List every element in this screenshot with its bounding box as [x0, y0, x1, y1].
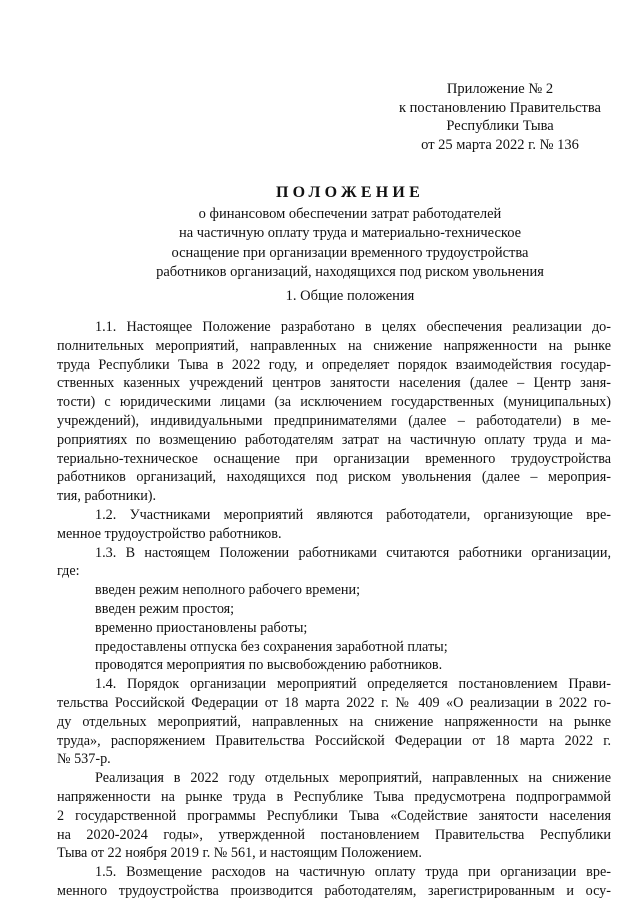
body-line: труда», распоряжением Правительства Российской Федерации от 18 марта 2022 г. — [57, 732, 611, 749]
body-line: тия, работники). — [57, 488, 157, 505]
body-line: где: — [57, 563, 80, 580]
document-title: ПОЛОЖЕНИЕ — [276, 184, 424, 201]
appendix-header — [380, 80, 620, 154]
appendix-republic: Республики Тыва — [446, 118, 554, 134]
document-subtitle — [60, 205, 640, 282]
document-title-block — [60, 183, 640, 282]
body-line: тости) с юридическими лицами (за исключением государственных (муниципальных) — [57, 394, 611, 411]
list-item: временно приостановлены работы; — [95, 619, 308, 636]
body-line: 1.1. Настоящее Положение разработано в целях обеспечения реализации до- — [95, 319, 611, 335]
list-item: проводятся мероприятия по высвобождению работников. — [95, 657, 443, 674]
appendix-resolution: к постановлению Правительства — [399, 99, 601, 116]
subtitle-line: о финансовом обеспечении затрат работодателей — [198, 206, 502, 222]
appendix-date: от 25 марта 2022 г. № 136 — [421, 136, 579, 153]
list-item: введен режим неполного рабочего времени; — [95, 582, 361, 599]
body-line: работников организаций, находящихся под риском увольнения (далее – мероприя- — [57, 469, 611, 486]
body-line: роприятиях по возмещению работодателям затрат на частичную оплату труда и ма- — [57, 431, 611, 448]
document-body — [57, 318, 611, 901]
body-line: на 2020-2024 годы», утвержденной постановлением Правительства Республики — [57, 826, 611, 843]
body-line: териально-техническое оснащение при организации временного трудоустройства — [57, 450, 611, 467]
body-line: ду отдельных мероприятий, направленных на снижение напряженности на рынке — [57, 713, 611, 730]
body-line: труда Республики Тыва в 2022 году, и определяет порядок взаимодействия государ- — [57, 356, 611, 373]
body-line: 1.2. Участниками мероприятий являются работодатели, организующие вре- — [95, 506, 611, 523]
body-line: менное трудоустройство работников. — [57, 525, 282, 542]
body-line: 1.3. В настоящем Положении работниками считаются работники организации, — [95, 544, 611, 561]
section-heading: 1. Общие положения — [285, 288, 415, 304]
body-line: 2 государственной программы Республики Тыва «Содействие занятости населения — [57, 807, 611, 824]
body-line: менного трудоустройства производится работодателям, зарегистрированным и осу- — [57, 882, 611, 899]
subtitle-line: работников организаций, находящихся под риском увольнения — [156, 263, 544, 280]
list-item: предоставлены отпуска без сохранения заработной платы; — [95, 638, 448, 655]
body-line: тельства Российской Федерации от 18 марта 2022 г. № 409 «О реализации в 2022 го- — [57, 694, 611, 711]
body-line: № 537-р. — [57, 751, 111, 768]
body-line: ственных казенных учреждений центров занятости населения (далее – Центр заня- — [57, 375, 611, 392]
body-line: Тыва от 22 ноября 2019 г. № 561, и настоящим Положением. — [57, 845, 422, 862]
body-line: напряженности на рынке труда в Республике Тыва предусмотрена подпрограммой — [57, 788, 611, 805]
subtitle-line: оснащение при организации временного трудоустройства — [171, 244, 529, 261]
body-line: полнительных мероприятий, направленных на снижение напряженности на рынке — [57, 337, 611, 354]
appendix-number: Приложение № 2 — [446, 81, 554, 97]
list-item: введен режим простоя; — [95, 600, 235, 617]
body-line: Реализация в 2022 году отдельных мероприятий, направленных на снижение — [95, 770, 611, 787]
subtitle-line: на частичную оплату труда и материально-техническое — [178, 225, 522, 242]
body-line: учреждений), индивидуальными предпринимателями (далее – работодатели) в ме- — [57, 412, 611, 429]
body-line: 1.4. Порядок организации мероприятий определяется постановлением Прави- — [95, 676, 611, 693]
body-line: 1.5. Возмещение расходов на частичную оплату труда при организации вре- — [95, 864, 611, 881]
